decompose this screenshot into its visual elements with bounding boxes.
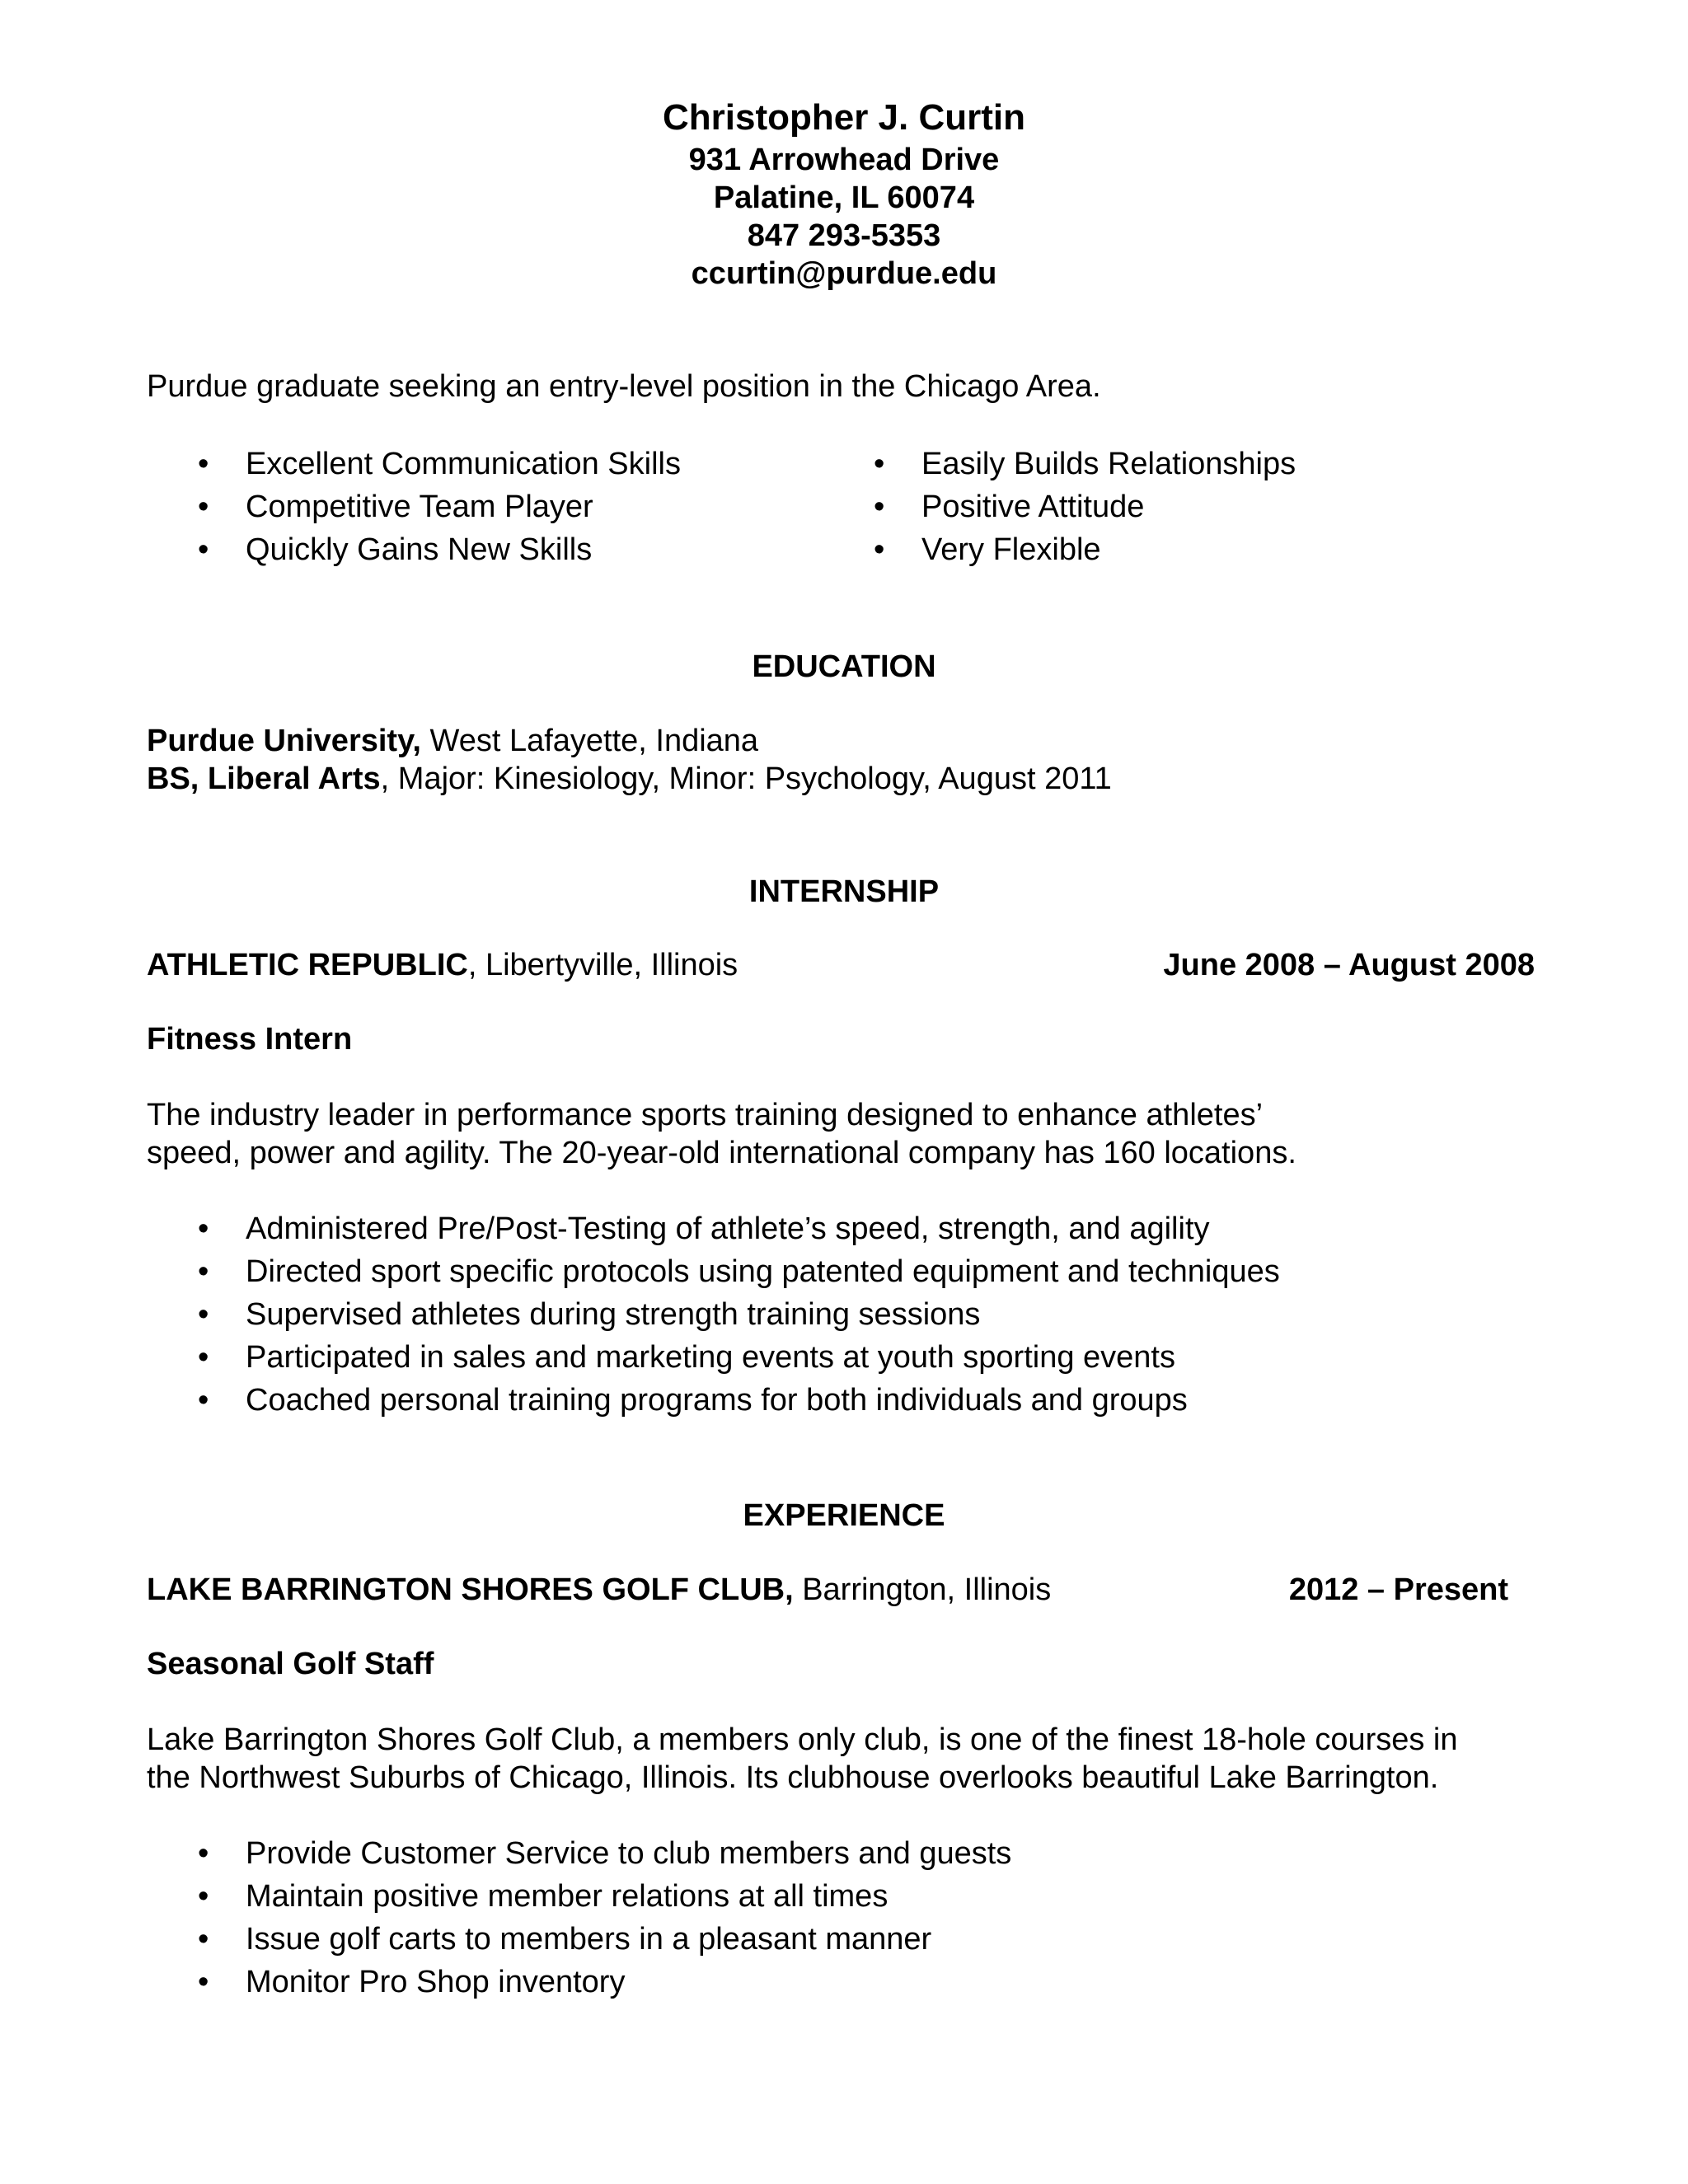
- education-degree-line: [147, 762, 1112, 797]
- internship-company-line: [147, 948, 738, 983]
- internship-description-line-1: The industry leader in performance sports training designed to enhance athletes’: [147, 1098, 1264, 1132]
- bullet-icon: •: [198, 1212, 209, 1246]
- experience-heading: EXPERIENCE: [743, 1498, 945, 1533]
- bullet-icon: •: [874, 532, 885, 567]
- bullet-icon: •: [198, 1922, 209, 1957]
- bullet-icon: •: [198, 1965, 209, 1999]
- email-address: ccurtin@purdue.edu: [691, 256, 997, 291]
- internship-company: ATHLETIC REPUBLIC: [147, 948, 468, 982]
- education-heading: EDUCATION: [752, 649, 936, 684]
- experience-location: Barrington, Illinois: [793, 1572, 1052, 1607]
- experience-title: Seasonal Golf Staff: [147, 1647, 434, 1681]
- phone-number: 847 293-5353: [747, 218, 941, 253]
- experience-company-line: [147, 1572, 1051, 1608]
- internship-heading: INTERNSHIP: [748, 874, 940, 909]
- bullet-icon: •: [874, 490, 885, 524]
- objective-statement: Purdue graduate seeking an entry-level position in the Chicago Area.: [147, 369, 1101, 404]
- bullet-icon: •: [198, 1297, 209, 1332]
- resume-page: Christopher J. Curtin 931 Arrowhead Drive Palatine, IL 60074 847 293-5353 ccurtin@purdue.edu Purdue graduate seeking an entry-level position in the Chicago Area. • Excellent Communication Skills • Competitive Team Player • Quickly Gains New Skills • Easily Builds Relationships • Positive Attitude • Very Flexible EDUCATION Purdue University, West Lafayette, Indiana BS, Liberal Arts, Major: Kinesiology, Minor: Psychology, August 2011 INTERNSHIP ATHLETIC REPUBLIC, Libertyville, Illinois June 2008 – August 2008 Fitness Intern The industry leader in performance sports training designed to enhance athletes’ speed, power and agility. The 20-year-old international company has 160 locations. • Administered Pre/Post-Testing of athlete’s speed, strength, and agility • Directed sport specific protocols using patented equipment and techniques • Supervised athletes during strength training sessions • Participated in sales and marketing events at youth sporting events • Coached personal training programs for both individuals and groups EXPERIENCE LAKE BARRINGTON SHORES GOLF CLUB, Barrington, Illinois 2012 – Present Seasonal Golf Staff Lake Barrington Shores Golf Club, a members only club, is one of the finest 18-hole courses in the Northwest Suburbs of Chicago, Illinois. Its clubhouse overlooks beautiful Lake Barrington. • Provide Customer Service to club members and guests • Maintain positive member relations at all times • Issue golf carts to members in a pleasant manner • Monitor Pro Shop inventory: [0, 0, 1688, 2184]
- resume-name: Christopher J. Curtin: [662, 97, 1026, 138]
- address-line-2: Palatine, IL 60074: [713, 180, 975, 215]
- internship-description-line-2: speed, power and agility. The 20-year-old international company has 160 locations.: [147, 1136, 1296, 1170]
- degree-name: BS, Liberal Arts: [147, 762, 381, 796]
- bullet-icon: •: [198, 490, 209, 524]
- bullet-icon: •: [198, 1879, 209, 1914]
- bullet-icon: •: [198, 1383, 209, 1418]
- degree-details: , Major: Kinesiology, Minor: Psychology, August 2011: [380, 762, 1112, 796]
- bullet-icon: •: [198, 1836, 209, 1871]
- bullet-icon: •: [874, 447, 885, 481]
- bullet-icon: •: [198, 1340, 209, 1375]
- experience-company: LAKE BARRINGTON SHORES GOLF CLUB,: [147, 1572, 794, 1607]
- education-school-line: [147, 724, 758, 759]
- internship-location: , Libertyville, Illinois: [467, 948, 738, 982]
- school-name: Purdue University,: [147, 724, 421, 758]
- internship-dates: June 2008 – August 2008: [1163, 948, 1535, 982]
- experience-dates: 2012 – Present: [1288, 1572, 1508, 1607]
- bullet-icon: •: [198, 447, 209, 481]
- experience-description-line-1: Lake Barrington Shores Golf Club, a members only club, is one of the finest 18-hole courses in: [147, 1722, 1458, 1757]
- bullet-icon: •: [198, 1254, 209, 1289]
- experience-description-line-2: the Northwest Suburbs of Chicago, Illinois. Its clubhouse overlooks beautiful Lake Barrington.: [147, 1760, 1439, 1795]
- school-location: West Lafayette, Indiana: [420, 724, 759, 758]
- bullet-icon: •: [198, 532, 209, 567]
- internship-title: Fitness Intern: [147, 1022, 353, 1057]
- address-line-1: 931 Arrowhead Drive: [688, 143, 1000, 177]
